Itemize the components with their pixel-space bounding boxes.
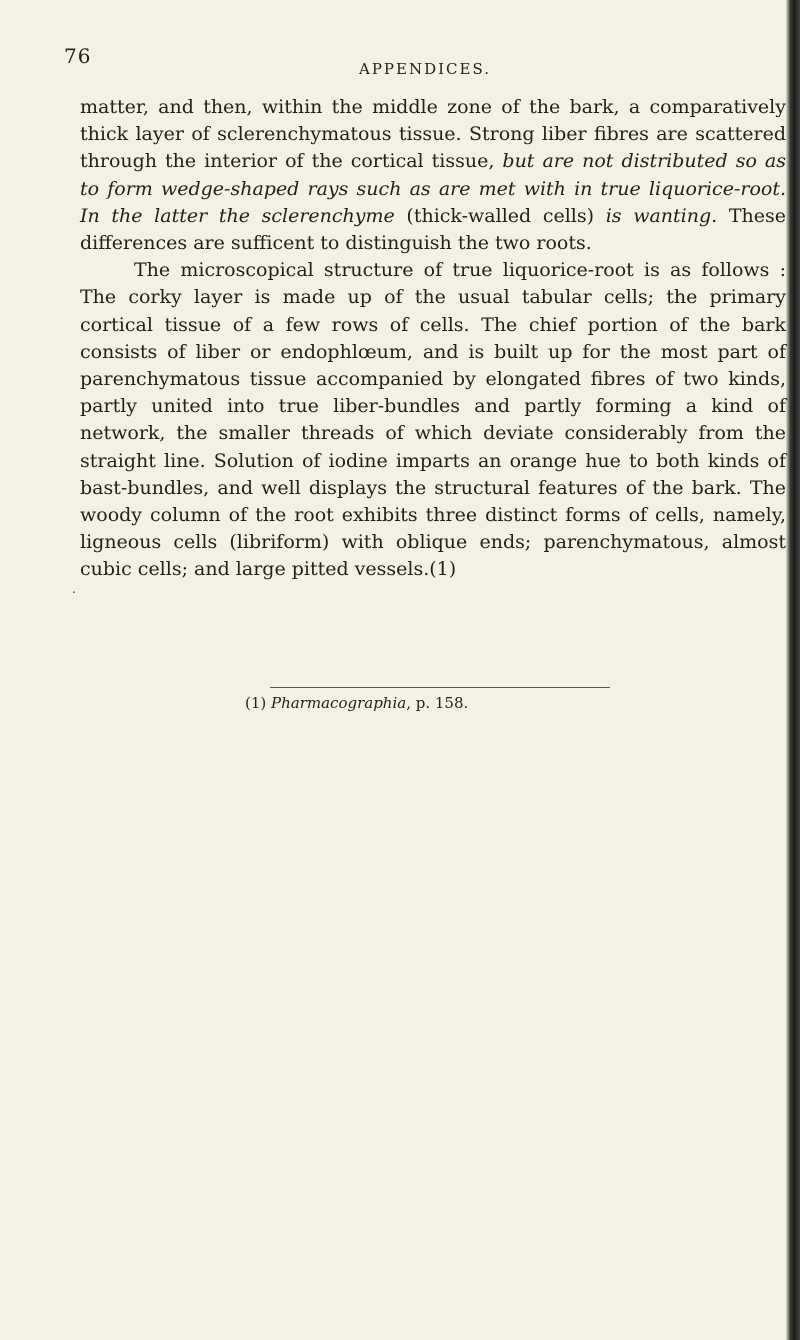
page-number: 76 <box>64 44 92 68</box>
footnote-marker: (1) <box>245 694 272 712</box>
footnote-rule <box>270 687 610 688</box>
paragraph-1-text-e: These differences are sufficent to distinguish the two roots. <box>80 204 786 255</box>
paragraph-2: The microscopical structure of true liquorice-root is as follows : The corky layer is made up of the usual tabular cells; the primary cortical tissue of a few rows of cells. The chief portion of the bark consists of liber or endophlœum, and is built up for the most part of parenchymatous tissue accompanied by elongated fibres of two kinds, partly united into true liber-bundles and partly forming a kind of network, the smaller threads of which deviate considerably from the straight line. Solution of iodine imparts an orange hue to both kinds of bast-bundles, and well displays the structural features of the bark. The woody column of the root exhibits three distinct forms of cells, namely, ligneous cells (libriform) with oblique ends; parenchymatous, almost cubic cells; and large pitted vessels.(1) <box>80 259 786 581</box>
paragraph-1-italic-d: is wanting. <box>605 204 718 227</box>
paragraph-1-text-c: (thick-walled cells) <box>394 204 606 227</box>
body-text <box>80 94 786 584</box>
footnote-source: Pharmacographia <box>271 694 407 712</box>
footnote-page: , p. 158. <box>406 694 469 712</box>
footnote <box>245 693 665 713</box>
paragraph-1-italic-b: but are not distributed so as to form wedge-shaped rays such as are met with in true liquorice-root. In the latter the sclerenchyme <box>80 150 786 227</box>
page-edge-shadow <box>786 0 800 1340</box>
paragraph-1-text-a: matter, and then, within the middle zone of the bark, a comparatively thick layer of sclerenchymatous tissue. Strong liber fibres are scattered through the interior of the cortical tissue, <box>80 96 786 173</box>
paragraph-1 <box>80 94 786 257</box>
stray-mark: . <box>72 582 76 596</box>
running-head: APPENDICES. <box>359 60 491 78</box>
